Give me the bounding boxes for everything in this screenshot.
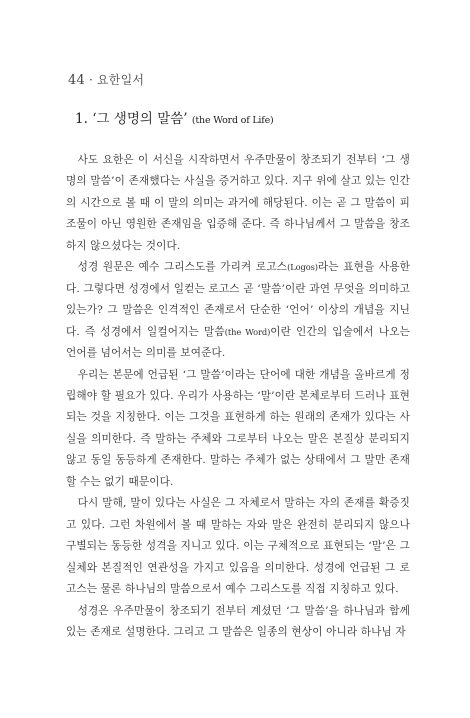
- section-number: 1.: [75, 111, 88, 127]
- latin-gloss-the-word: (the Word): [224, 326, 271, 337]
- paragraph-text: 우리는 본문에 언급된 ‘그 말씀’이라는 단어에 대한 개념을 올바르게 정립해야 할 필요가 있다. 우리가 사용하는 ‘말’이란 본체로부터 드러나 표현되는 것을 지칭한다. 이는 그것을 표현하게 하는 원래의 존재가 있다는 사실을 의미한다. 즉 말하는 주체와 그로부터 나오는 말은 본질상 분리되지 않고 동일 동등하게 존재한다. 말하는 주체가 없는 상태에서 그 말만 존재할 수는 없기 때문이다.: [66, 368, 410, 488]
- latin-gloss-logos: (Logos): [287, 262, 318, 273]
- section-title: ‘그 생명의 말씀’: [92, 111, 188, 127]
- paragraph-1: [66, 150, 410, 257]
- paragraph-2: [66, 257, 410, 364]
- section-title-english: (the Word of Life): [191, 115, 274, 126]
- body-text: [66, 150, 410, 643]
- paragraph-text: 라는 표현을 사용한다. 그렇다면 성경에서 일컫는 로고스 곧 ‘말씀’이란 과연 무엇을 의미하고 있는가? 그 말씀은 인격적인 존재로서 단순한 ‘언어’ 이상의 개념을 지닌다. 즉 성경에서 일컬어지는 말씀: [66, 261, 410, 338]
- paragraph-text: 사도 요한은 이 서신을 시작하면서 우주만물이 창조되기 전부터 ‘그 생명의 말씀’이 존재했다는 사실을 증거하고 있다. 지구 위에 살고 있는 인간의 시간으로 볼 때 이 말의 의미는 과거에 해당된다. 이는 곧 그 말씀이 피조물이 아닌 영원한 존재임을 입증해 준다. 즉 하나님께서 그 말씀을 창조하지 않으셨다는 것이다.: [66, 154, 410, 252]
- running-head-separator: ·: [88, 73, 93, 87]
- paragraph-text: 성경은 우주만물이 창조되기 전부터 계셨던 ‘그 말씀’을 하나님과 함께 있는 존재로 설명한다. 그리고 그 말씀은 일종의 현상이 아니라 하나님 자: [66, 604, 410, 638]
- section-heading: [75, 107, 274, 127]
- book-title: 요한일서: [97, 73, 145, 87]
- paragraph-text: 다시 말해, 말이 있다는 사실은 그 자체로서 말하는 자의 존재를 확증짓고 있다. 그런 차원에서 볼 때 말하는 자와 말은 완전히 분리되지 않으나 구별되는 동등한 성격을 지니고 있다. 이는 구체적으로 표현되는 ‘말’은 그 실체와 본질적인 연관성을 가지고 있음을 의미한다. 성경에 언급된 그 로고스는 물론 하나님의 말씀으로서 예수 그리스도를 직접 지칭하고 있다.: [66, 497, 410, 596]
- paragraph-text: 성경 원문은 예수 그리스도를 가리켜 로고스: [77, 261, 288, 274]
- page-number: 44: [68, 73, 85, 88]
- running-head: [68, 71, 144, 88]
- paragraph-text: 이란 인간의 입술에서 나오는 언어를 넘어서는 의미를 보여준다.: [66, 325, 411, 360]
- paragraph-5: [66, 601, 410, 644]
- paragraph-4: [66, 493, 410, 600]
- paragraph-3: [66, 365, 410, 494]
